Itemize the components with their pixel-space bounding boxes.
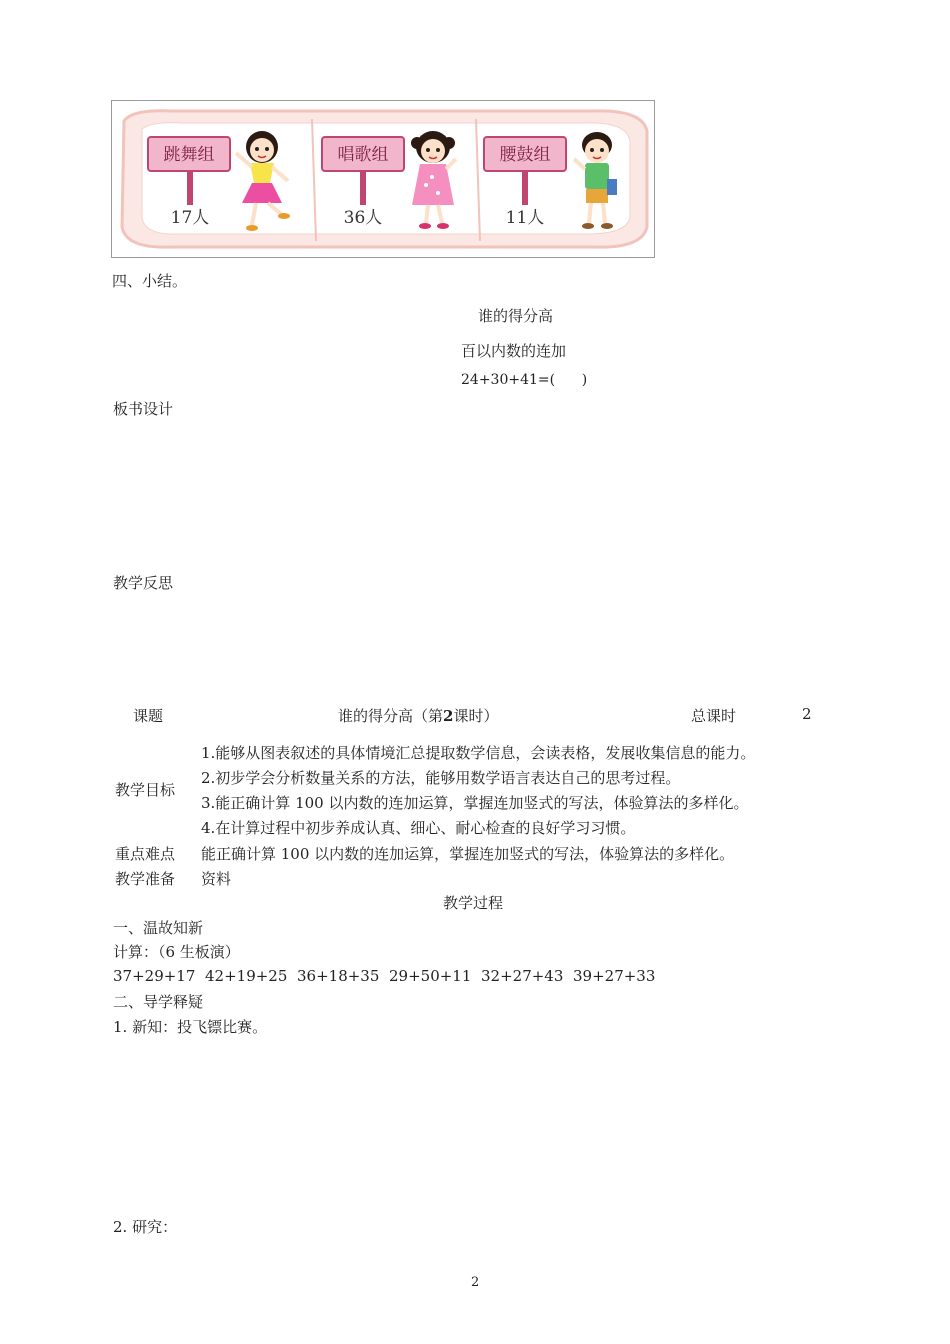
topic-prefix: 谁的得分高（第 (338, 707, 444, 725)
equation: 32+27+43 (481, 967, 564, 985)
key-points-text: 能正确计算 100 以内数的连加运算，掌握连加竖式的写法，体验算法的多样化。 (201, 845, 735, 863)
goal-item: 3.能正确计算 100 以内数的连加运算，掌握连加竖式的写法，体验算法的多样化。 (201, 794, 749, 812)
sign-label: 腰鼓组 (499, 145, 551, 165)
new-knowledge-item: 1. 新知：投飞镖比赛。 (113, 1018, 268, 1036)
sign-pole (187, 171, 193, 205)
count-label: 17人 (170, 208, 210, 228)
board-title: 谁的得分高 (478, 307, 554, 325)
equation: 36+18+35 (297, 967, 380, 985)
topic-label: 课题 (133, 707, 164, 725)
goals-label: 教学目标 (115, 781, 176, 799)
summary-heading: 四、小结。 (112, 272, 188, 290)
research-item: 2. 研究： (113, 1218, 178, 1236)
guide-heading: 二、导学释疑 (113, 993, 204, 1011)
teaching-reflection-label: 教学反思 (113, 574, 174, 592)
sign-pole (522, 171, 528, 205)
sign-label: 跳舞组 (163, 145, 215, 165)
sign-label: 唱歌组 (337, 145, 389, 165)
count-label: 11人 (505, 208, 545, 228)
activity-groups-illustration (111, 100, 655, 258)
page-number: 2 (471, 1275, 480, 1290)
goal-item: 4.在计算过程中初步养成认真、细心、耐心检查的良好学习习惯。 (201, 819, 636, 837)
illustration-svg (112, 101, 654, 257)
calc-label: 计算：（6 生板演） (113, 943, 240, 961)
equation: 29+50+11 (389, 967, 472, 985)
equation: 42+19+25 (205, 967, 288, 985)
goal-item: 2.初步学会分析数量关系的方法，能够用数学语言表达自己的思考过程。 (201, 769, 681, 787)
preparation-label: 教学准备 (115, 870, 176, 888)
key-points-label: 重点难点 (115, 845, 176, 863)
process-title: 教学过程 (443, 894, 504, 912)
topic-suffix: 课时） (453, 707, 499, 725)
topic-title (338, 705, 498, 726)
goal-item: 1.能够从图表叙述的具体情境汇总提取数学信息，会读表格，发展收集信息的能力。 (201, 744, 756, 762)
total-lessons-label: 总课时 (691, 707, 737, 725)
equation: 37+29+17 (113, 967, 196, 985)
total-lessons-value: 2 (802, 705, 812, 723)
sign-pole (360, 171, 366, 205)
topic-lesson-number: 2 (443, 707, 454, 725)
equation: 39+27+33 (573, 967, 656, 985)
preparation-text: 资料 (201, 870, 232, 888)
board-subtitle: 百以内数的连加 (461, 342, 567, 360)
board-design-label: 板书设计 (113, 400, 174, 418)
review-heading: 一、温故知新 (113, 919, 204, 937)
count-label: 36人 (343, 208, 383, 228)
board-equation: 24+30+41=( ) (461, 372, 588, 388)
